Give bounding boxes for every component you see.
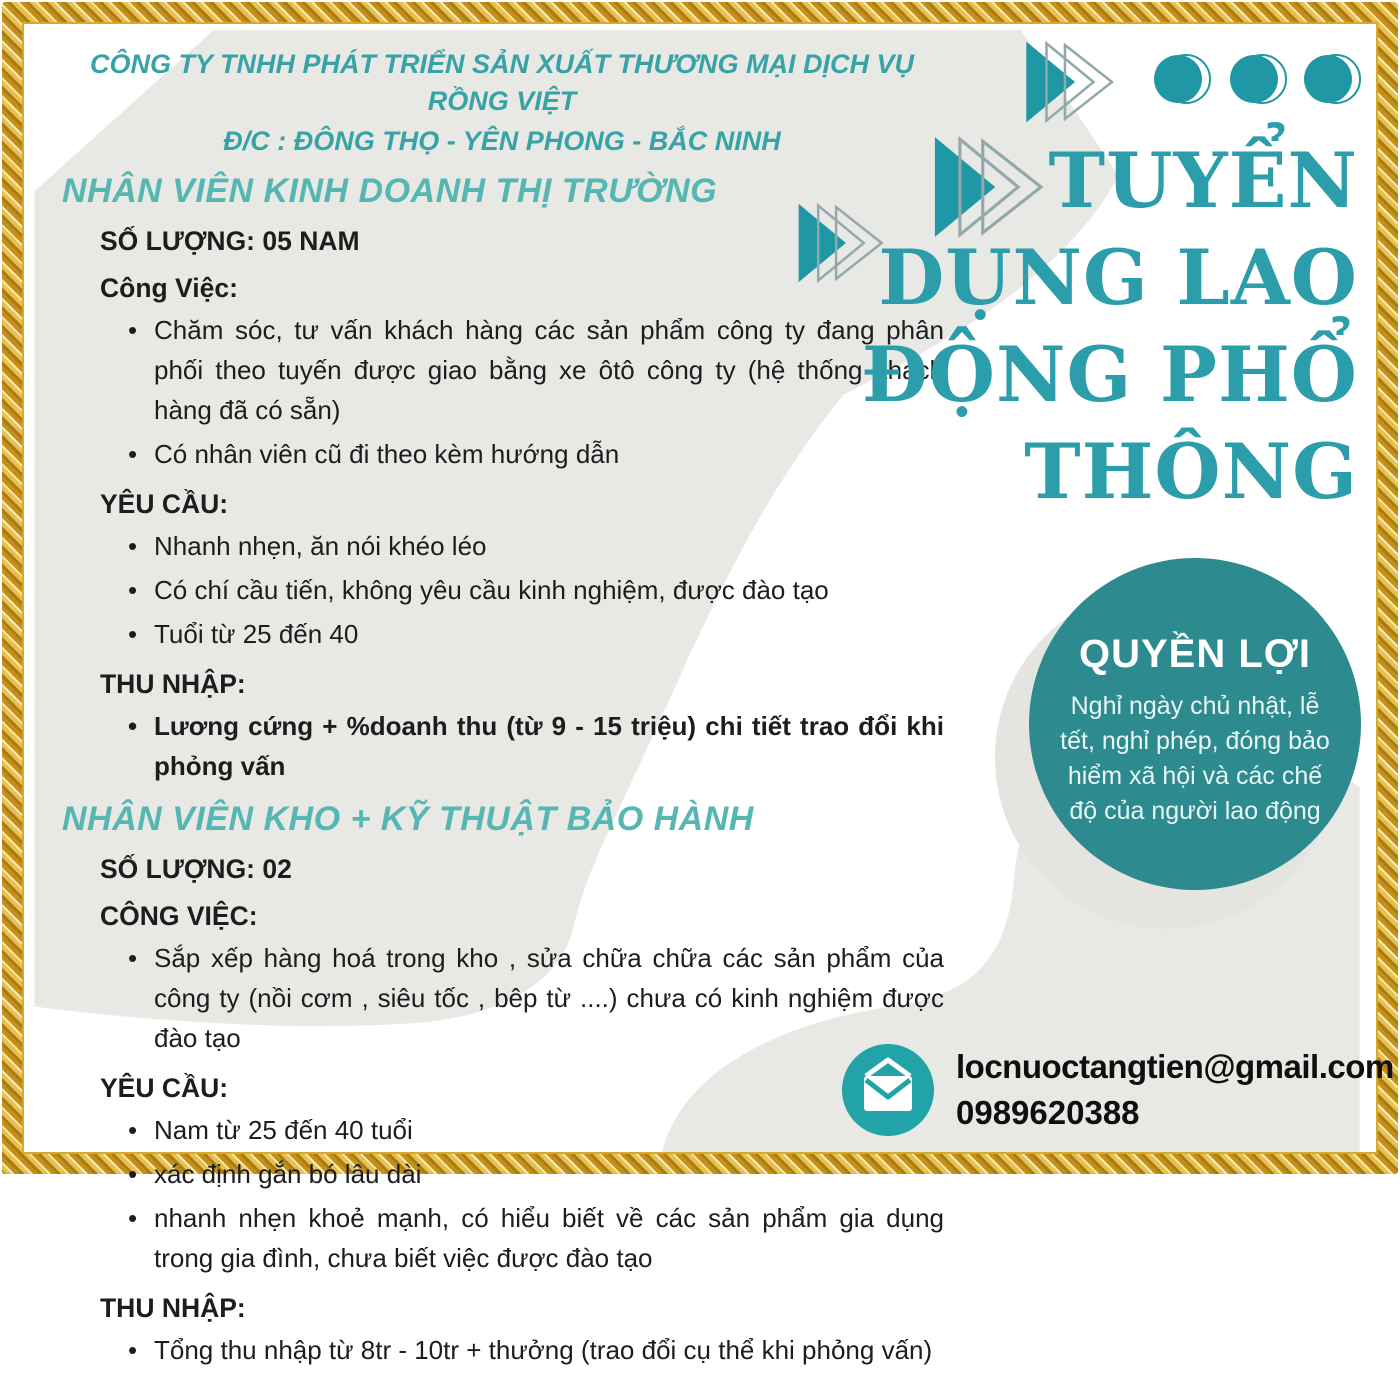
job1-title: NHÂN VIÊN KINH DOANH THỊ TRƯỜNG bbox=[62, 172, 718, 210]
job1-income-list bbox=[100, 706, 944, 786]
title-line: THÔNG bbox=[1024, 427, 1358, 516]
job1-req-label: YÊU CẦU: bbox=[100, 489, 229, 519]
list-item-text: Nhanh nhẹn, ăn nói khéo léo bbox=[154, 531, 487, 561]
job2-req-list bbox=[100, 1110, 944, 1278]
list-item bbox=[126, 310, 944, 430]
contact-details bbox=[956, 1044, 1394, 1136]
envelope-icon bbox=[842, 1044, 934, 1136]
benefits-circle bbox=[1029, 558, 1361, 890]
list-item bbox=[126, 526, 944, 566]
job2-work-label: CÔNG VIỆC: bbox=[100, 901, 258, 931]
list-item bbox=[126, 1110, 944, 1150]
list-item-text: Có nhân viên cũ đi theo kèm hướng dẫn bbox=[154, 439, 620, 469]
list-item bbox=[126, 614, 944, 654]
benefits-title: QUYỀN LỢI bbox=[1078, 632, 1312, 676]
list-item-text: Nam từ 25 đến 40 tuổi bbox=[154, 1115, 413, 1145]
job2-quantity: SỐ LƯỢNG: 02 bbox=[100, 854, 292, 884]
title-line: DỤNG LAO bbox=[878, 233, 1358, 322]
list-item-text: Sắp xếp hàng hoá trong kho , sửa chữa chữa các sản phẩm của công ty (nồi cơm , siêu tốc , bêp từ ....) chưa có kinh nghiệm được đào tạo bbox=[154, 943, 944, 1053]
job2-income-label: THU NHẬP: bbox=[100, 1293, 246, 1323]
list-item bbox=[126, 938, 944, 1058]
list-item-text: nhanh nhẹn khoẻ mạnh, có hiểu biết về các sản phẩm gia dụng trong gia đình, chưa biết việc được đào tạo bbox=[154, 1203, 944, 1273]
job1-work-list bbox=[100, 310, 944, 474]
three-dots-icon bbox=[1150, 50, 1360, 108]
job2-income-list bbox=[100, 1330, 944, 1370]
job1-income-label: THU NHẬP: bbox=[100, 669, 246, 699]
company-name: CÔNG TY TNHH PHÁT TRIỂN SẢN XUẤT THƯƠNG MẠI DỊCH VỤ RỒNG VIỆT bbox=[90, 49, 914, 116]
job2-req-label: YÊU CẦU: bbox=[100, 1073, 229, 1103]
chevron-arrows-icon bbox=[1022, 40, 1118, 124]
company-address: Đ/C : ĐÔNG THỌ - YÊN PHONG - BẮC NINH bbox=[223, 126, 781, 156]
list-item bbox=[126, 706, 944, 786]
title-line: TUYỂN bbox=[1048, 136, 1358, 225]
contact-phone: 0989620388 bbox=[956, 1094, 1140, 1131]
poster-content bbox=[22, 22, 1394, 1365]
list-item bbox=[126, 1330, 944, 1370]
list-item-text: Tuổi từ 25 đến 40 bbox=[154, 619, 359, 649]
list-item-text: Có chí cầu tiến, không yêu cầu kinh nghiệm, được đào tạo bbox=[154, 575, 829, 605]
job1-work-label: Công Việc: bbox=[100, 273, 238, 303]
list-item-text: xác định gắn bó lâu dài bbox=[154, 1159, 422, 1189]
poster-main-title bbox=[838, 132, 1358, 520]
job2-work-list bbox=[100, 938, 944, 1058]
list-item bbox=[126, 1154, 944, 1194]
job1-quantity: SỐ LƯỢNG: 05 NAM bbox=[100, 226, 360, 256]
list-item-text: Chăm sóc, tư vấn khách hàng các sản phẩm công ty đang phân phối theo tuyến được giao bằng xe ôtô công ty (hệ thống khách hàng đã có sẵn) bbox=[154, 315, 944, 425]
job1-req-list bbox=[100, 526, 944, 654]
title-line: ĐỘNG PHỔ bbox=[861, 330, 1358, 419]
list-item-text: Lương cứng + %doanh thu (từ 9 - 15 triệu) chi tiết trao đổi khi phỏng vấn bbox=[154, 711, 944, 781]
list-item bbox=[126, 1198, 944, 1278]
list-item bbox=[126, 434, 944, 474]
list-item-text: Tổng thu nhập từ 8tr - 10tr + thưởng (trao đổi cụ thể khi phỏng vấn) bbox=[154, 1335, 933, 1365]
job1-body bbox=[100, 224, 944, 786]
job2-body bbox=[100, 852, 944, 1370]
list-item bbox=[126, 570, 944, 610]
contact-row bbox=[842, 1044, 1394, 1136]
job2-title: NHÂN VIÊN KHO + KỸ THUẬT BẢO HÀNH bbox=[62, 800, 754, 838]
contact-email: locnuoctangtien@gmail.com bbox=[956, 1048, 1394, 1085]
benefits-text: Nghỉ ngày chủ nhật, lễ tết, nghỉ phép, đóng bảo hiểm xã hội và các chế độ của người lao động bbox=[1060, 692, 1330, 825]
